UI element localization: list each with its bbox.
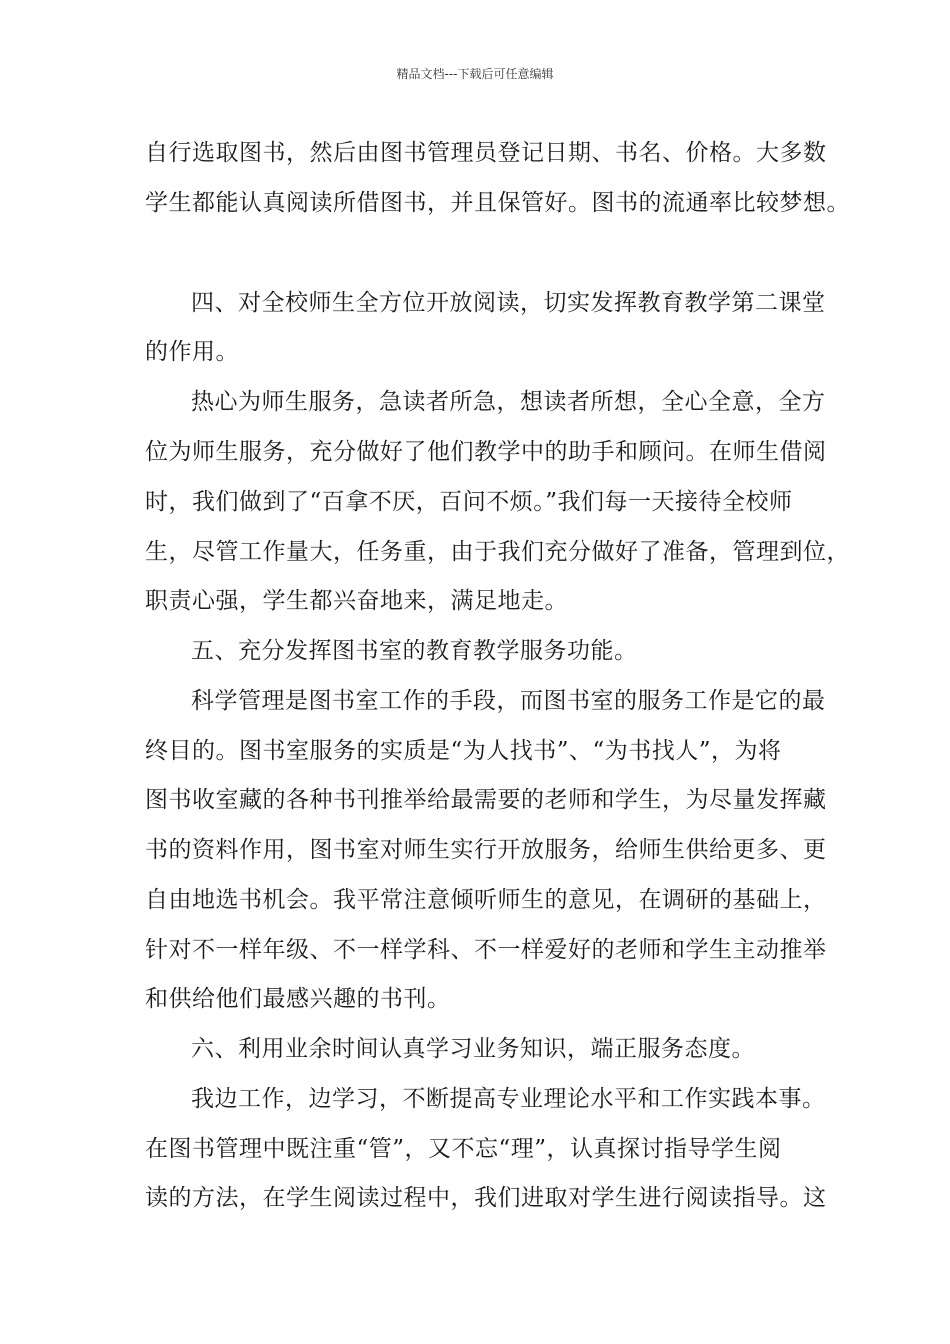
section-heading: 四、对全校师生全方位开放阅读，切实发挥教育教学第二课堂 bbox=[191, 290, 826, 316]
body-line: 职责心强，学生都兴奋地来，满足地走。 bbox=[145, 588, 568, 614]
body-line: 时，我们做到了“百拿不厌，百问不烦。”我们每一天接待全校师 bbox=[145, 489, 793, 515]
body-line: 自行选取图书，然后由图书管理员登记日期、书名、价格。大多数 bbox=[145, 140, 827, 166]
body-line: 针对不一样年级、不一样学科、不一样爱好的老师和学生主动推举 bbox=[145, 937, 827, 963]
page-header: 精品文档---下载后可任意编辑 bbox=[396, 67, 554, 81]
body-line: 书的资料作用，图书室对师生实行开放服务，给师生供给更多、更 bbox=[145, 837, 827, 863]
body-line: 生，尽管工作量大，任务重，由于我们充分做好了准备，管理到位， bbox=[145, 539, 850, 565]
body-line: 在图书管理中既注重“管”，又不忘“理”，认真探讨指导学生阅 bbox=[145, 1136, 782, 1162]
body-line: 学生都能认真阅读所借图书，并且保管好。图书的流通率比较梦想。 bbox=[145, 190, 850, 216]
section-heading: 五、充分发挥图书室的教育教学服务功能。 bbox=[191, 638, 638, 664]
body-line: 自由地选书机会。我平常注意倾听师生的意见，在调研的基础上， bbox=[145, 887, 827, 913]
body-line: 和供给他们最感兴趣的书刊。 bbox=[145, 986, 451, 1012]
body-line: 位为师生服务，充分做好了他们教学中的助手和顾问。在师生借阅 bbox=[145, 439, 827, 465]
section-heading: 六、利用业余时间认真学习业务知识，端正服务态度。 bbox=[191, 1036, 755, 1062]
section-heading-continued: 的作用。 bbox=[145, 339, 239, 365]
body-line: 科学管理是图书室工作的手段，而图书室的服务工作是它的最 bbox=[191, 688, 826, 714]
body-line: 热心为师生服务，急读者所急，想读者所想，全心全意，全方 bbox=[191, 389, 826, 415]
body-line: 图书收室藏的各种书刊推举给最需要的老师和学生，为尽量发挥藏 bbox=[145, 787, 827, 813]
body-line: 我边工作，边学习，不断提高专业理论水平和工作实践本事。 bbox=[191, 1086, 826, 1112]
body-line: 终目的。图书室服务的实质是“为人找书”、“为书找人”，为将 bbox=[145, 738, 782, 764]
body-line: 读的方法，在学生阅读过程中，我们进取对学生进行阅读指导。这 bbox=[145, 1185, 827, 1211]
